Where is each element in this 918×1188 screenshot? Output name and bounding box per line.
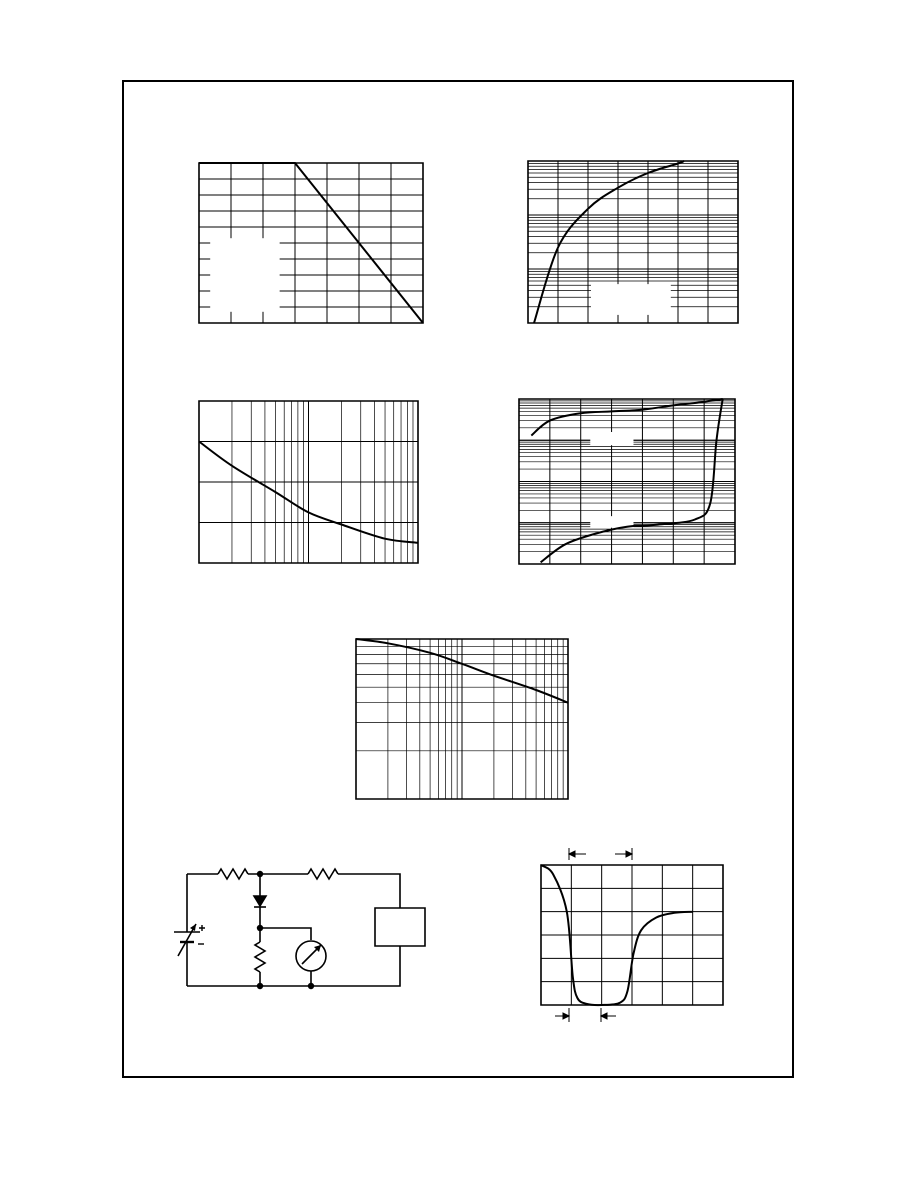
derating-chart bbox=[198, 162, 424, 324]
series-line-1 bbox=[541, 399, 723, 562]
label-mask bbox=[591, 284, 671, 315]
resistor-r1 bbox=[218, 869, 248, 879]
label-mask bbox=[210, 238, 279, 312]
log-x-decreasing-chart bbox=[198, 400, 419, 564]
width-markers bbox=[550, 846, 650, 1026]
resistor-r3 bbox=[255, 942, 265, 972]
label-mask bbox=[590, 432, 633, 445]
load-box bbox=[375, 908, 425, 946]
two-curve-log-chart bbox=[518, 398, 736, 565]
test-circuit-schematic bbox=[160, 860, 450, 1000]
log-log-falling-chart bbox=[355, 638, 569, 800]
series-line-0 bbox=[531, 399, 722, 436]
diode bbox=[254, 896, 266, 906]
bottom-wire bbox=[187, 946, 400, 986]
log-rising-chart bbox=[527, 160, 739, 324]
resistor-r2 bbox=[308, 869, 338, 879]
